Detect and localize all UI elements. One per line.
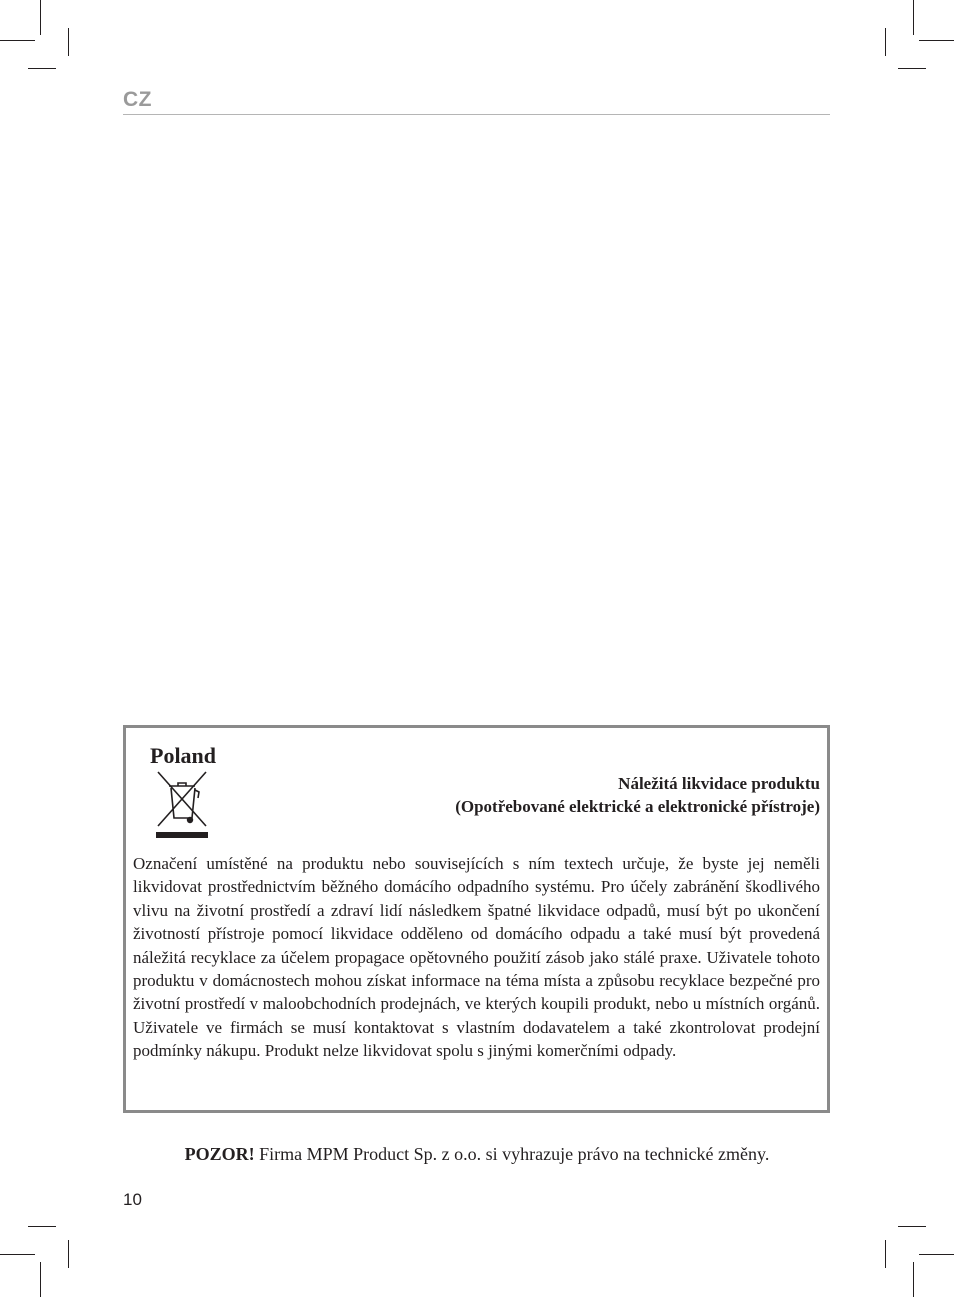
crop-mark: [898, 68, 926, 69]
notice-text: Firma MPM Product Sp. z o.o. si vyhrazuje právo na technické změny.: [254, 1144, 770, 1164]
crop-mark: [40, 1262, 41, 1297]
crop-mark: [885, 1240, 886, 1268]
crop-mark: [68, 28, 69, 56]
country-label: Poland: [150, 743, 217, 768]
notice-label: POZOR!: [184, 1144, 255, 1164]
crop-mark: [28, 1226, 56, 1227]
crop-mark: [919, 40, 954, 41]
disposal-info-box: [123, 725, 830, 1113]
page-number: 10: [123, 1190, 142, 1209]
disposal-subtitle: (Opotřebované elektrické a elektronické přístroje): [455, 797, 820, 816]
notice: [0, 1143, 954, 1165]
crop-mark: [885, 28, 886, 56]
crop-mark: [0, 1254, 35, 1255]
disposal-title: Náležitá likvidace produktu: [618, 774, 820, 793]
language-code: CZ: [123, 88, 152, 111]
crop-mark: [28, 68, 56, 69]
disposal-body-text: Označení umístěné na produktu nebo souvisejících s ním textech určuje, že byste jej neměli likvidovat prostřednictvím běžného domácího odpadního systému. Pro účely zabránění škodlivého vlivu na životní prostředí a zdraví lidí následkem špatné likvidace odpadů, musí být po ukončení životností přístroje pomocí likvidace odděleno od domácího odpadu a také musí být provedená náležitá recyklace za účelem propagace opětovného použití zásob jako stálé praxe. Uživatele tohoto produktu v domácnostech mohou získat informace na téma místa a způsobu recyklace bezpečné pro životní prostředí v maloobchodních prodejnách, ve kterých koupili produkt, nebo u místních orgánů. Uživatele ve firmách se musí kontaktovat s vlastním dodavatelem a také zkontrolovat prodejní podmínky nákupu. Produkt nelze likvidovat spolu s jinými komerčními odpady.: [133, 854, 820, 1061]
disposal-heading: [455, 772, 820, 818]
crossed-out-wheelie-bin-icon: [154, 770, 210, 840]
crop-mark: [913, 1262, 914, 1297]
crop-mark: [919, 1254, 954, 1255]
crop-mark: [898, 1226, 926, 1227]
crop-mark: [913, 0, 914, 35]
crop-mark: [0, 40, 35, 41]
crop-mark: [40, 0, 41, 35]
crop-mark: [68, 1240, 69, 1268]
header-rule: [123, 114, 830, 115]
